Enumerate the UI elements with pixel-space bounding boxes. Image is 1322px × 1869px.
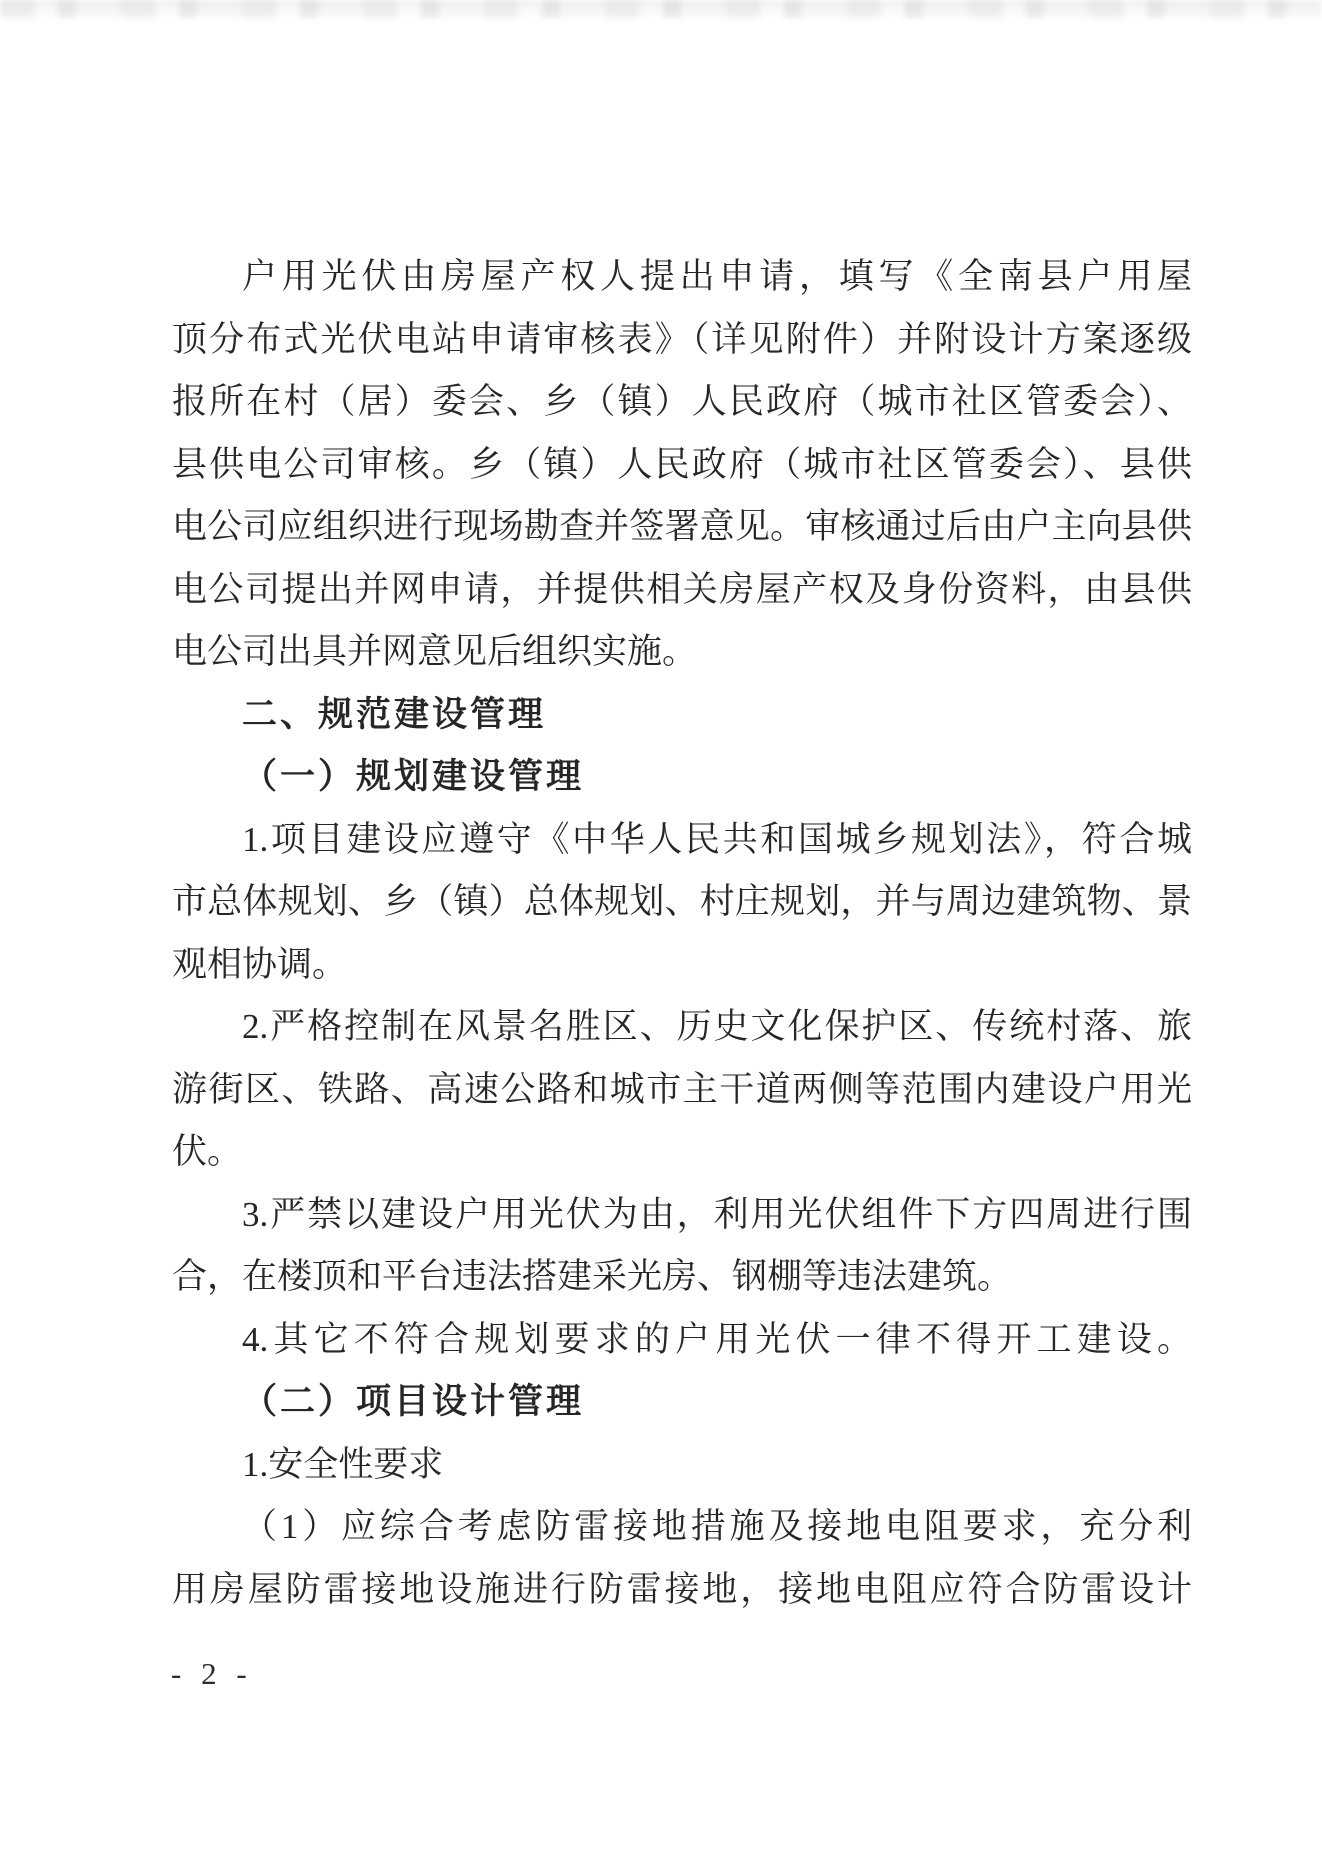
body-line: 用房屋防雷接地设施进行防雷接地，接地电阻应符合防雷设计 (172, 1569, 1192, 1609)
scan-artifact-strip (0, 0, 1322, 18)
body-line: 顶分布式光伏电站申请审核表》（详见附件）并附设计方案逐级 (172, 319, 1192, 359)
body-line: 电公司提出并网申请，并提供相关房屋产权及身份资料，由县供 (172, 569, 1192, 609)
heading-line: （一）规划建设管理 (242, 757, 585, 796)
body-line: 1.项目建设应遵守《中华人民共和国城乡规划法》，符合城 (242, 819, 1192, 859)
body-line: 电公司出具并网意见后组织实施。 (172, 632, 698, 671)
body-line: （1）应综合考虑防雷接地措施及接地电阻要求，充分利 (242, 1507, 1192, 1546)
body-line: 电公司应组织进行现场勘查并签署意见。审核通过后由户主向县供 (172, 507, 1192, 546)
text-block (172, 246, 1192, 1621)
body-line: 户用光伏由房屋产权人提出申请，填写《全南县户用屋 (242, 257, 1192, 296)
body-line: 伏。 (172, 1132, 243, 1171)
body-line: 观相协调。 (172, 944, 348, 984)
body-line: 4.其它不符合规划要求的户用光伏一律不得开工建设。 (242, 1319, 1192, 1359)
body-line: 合，在楼顶和平台违法搭建采光房、钢棚等违法建筑。 (172, 1257, 1013, 1296)
heading-line: （二）项目设计管理 (242, 1382, 585, 1421)
page-number: - 2 - (171, 1656, 253, 1691)
body-line: 市总体规划、乡（镇）总体规划、村庄规划，并与周边建筑物、景 (172, 882, 1192, 921)
body-line: 1.安全性要求 (242, 1444, 444, 1484)
body-line: 3.严禁以建设户用光伏为由，利用光伏组件下方四周进行围 (242, 1194, 1192, 1234)
body-line: 报所在村（居）委会、乡（镇）人民政府（城市社区管委会）、 (172, 382, 1192, 421)
body-line: 县供电公司审核。乡（镇）人民政府（城市社区管委会）、县供 (172, 444, 1192, 484)
heading-line: 二、规范建设管理 (242, 694, 547, 734)
body-line: 2.严格控制在风景名胜区、历史文化保护区、传统村落、旅 (242, 1007, 1192, 1046)
body-line: 游街区、铁路、高速公路和城市主干道两侧等范围内建设户用光 (172, 1069, 1192, 1109)
